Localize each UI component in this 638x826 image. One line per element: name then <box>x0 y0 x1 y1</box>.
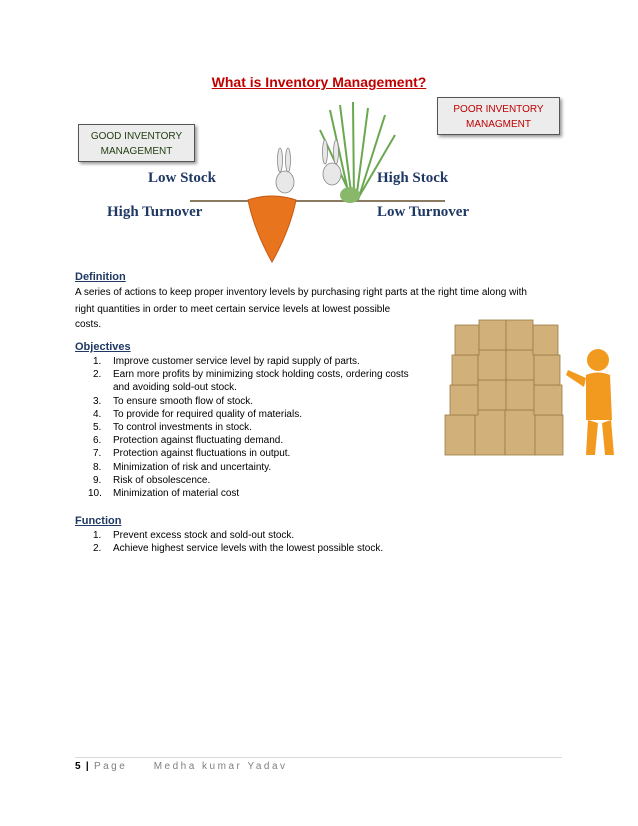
page-title: What is Inventory Management? <box>211 74 427 90</box>
page-number: 5 <box>75 761 81 772</box>
definition-line-3: costs. <box>75 319 102 330</box>
list-item: 1. Prevent excess stock and sold-out stock. <box>93 530 295 541</box>
carrot-root <box>248 196 296 262</box>
box-stack <box>445 320 563 455</box>
low-turnover-label: Low Turnover <box>377 204 470 220</box>
low-stock-label: Low Stock <box>148 170 216 186</box>
list-item: 9. Risk of obsolescence. <box>93 474 211 486</box>
list-item: 7. Protection against fluctuations in output. <box>93 448 291 460</box>
stock-boxes-illustration <box>440 315 620 460</box>
definition-heading: Definition <box>75 271 126 283</box>
poor-inventory-box: POOR INVENTORY MANAGMENT <box>437 97 560 135</box>
list-item: 4. To provide for required quality of materials. <box>93 408 302 420</box>
list-item: 1. Improve customer service level by rapid supply of parts. <box>93 356 360 367</box>
author-name: Medha kumar Yadav <box>153 761 288 772</box>
definition-line-1: A series of actions to keep proper inventory levels by purchasing right parts at the right time along with <box>75 287 527 298</box>
list-item: 2. Earn more profits by minimizing stock holding costs, ordering costs <box>93 369 409 381</box>
page-word: Page <box>93 761 128 772</box>
list-item: and avoiding sold-out stock. <box>113 382 237 394</box>
function-heading: Function <box>75 515 122 527</box>
footer-divider <box>75 757 562 758</box>
list-item: 5. To control investments in stock. <box>93 422 252 434</box>
list-item: 2. Achieve highest service levels with the lowest possible stock. <box>93 543 384 555</box>
function-list <box>75 529 495 555</box>
objectives-list <box>75 355 455 500</box>
person-figure <box>566 349 614 455</box>
list-item: 10. Minimization of material cost <box>88 488 240 500</box>
good-inventory-box: GOOD INVENTORY MANAGEMENT <box>78 124 195 162</box>
high-stock-label: High Stock <box>377 170 449 186</box>
definition-line-2: right quantities in order to meet certain service levels at lowest possible <box>75 304 391 315</box>
list-item: 6. Protection against fluctuating demand. <box>93 435 284 447</box>
footer <box>75 761 288 772</box>
objectives-heading: Objectives <box>75 341 131 353</box>
list-item: 3. To ensure smooth flow of stock. <box>93 395 254 407</box>
footer-separator: | <box>85 761 89 772</box>
list-item: 8. Minimization of risk and uncertainty. <box>93 461 272 473</box>
high-turnover-label: High Turnover <box>107 204 203 220</box>
